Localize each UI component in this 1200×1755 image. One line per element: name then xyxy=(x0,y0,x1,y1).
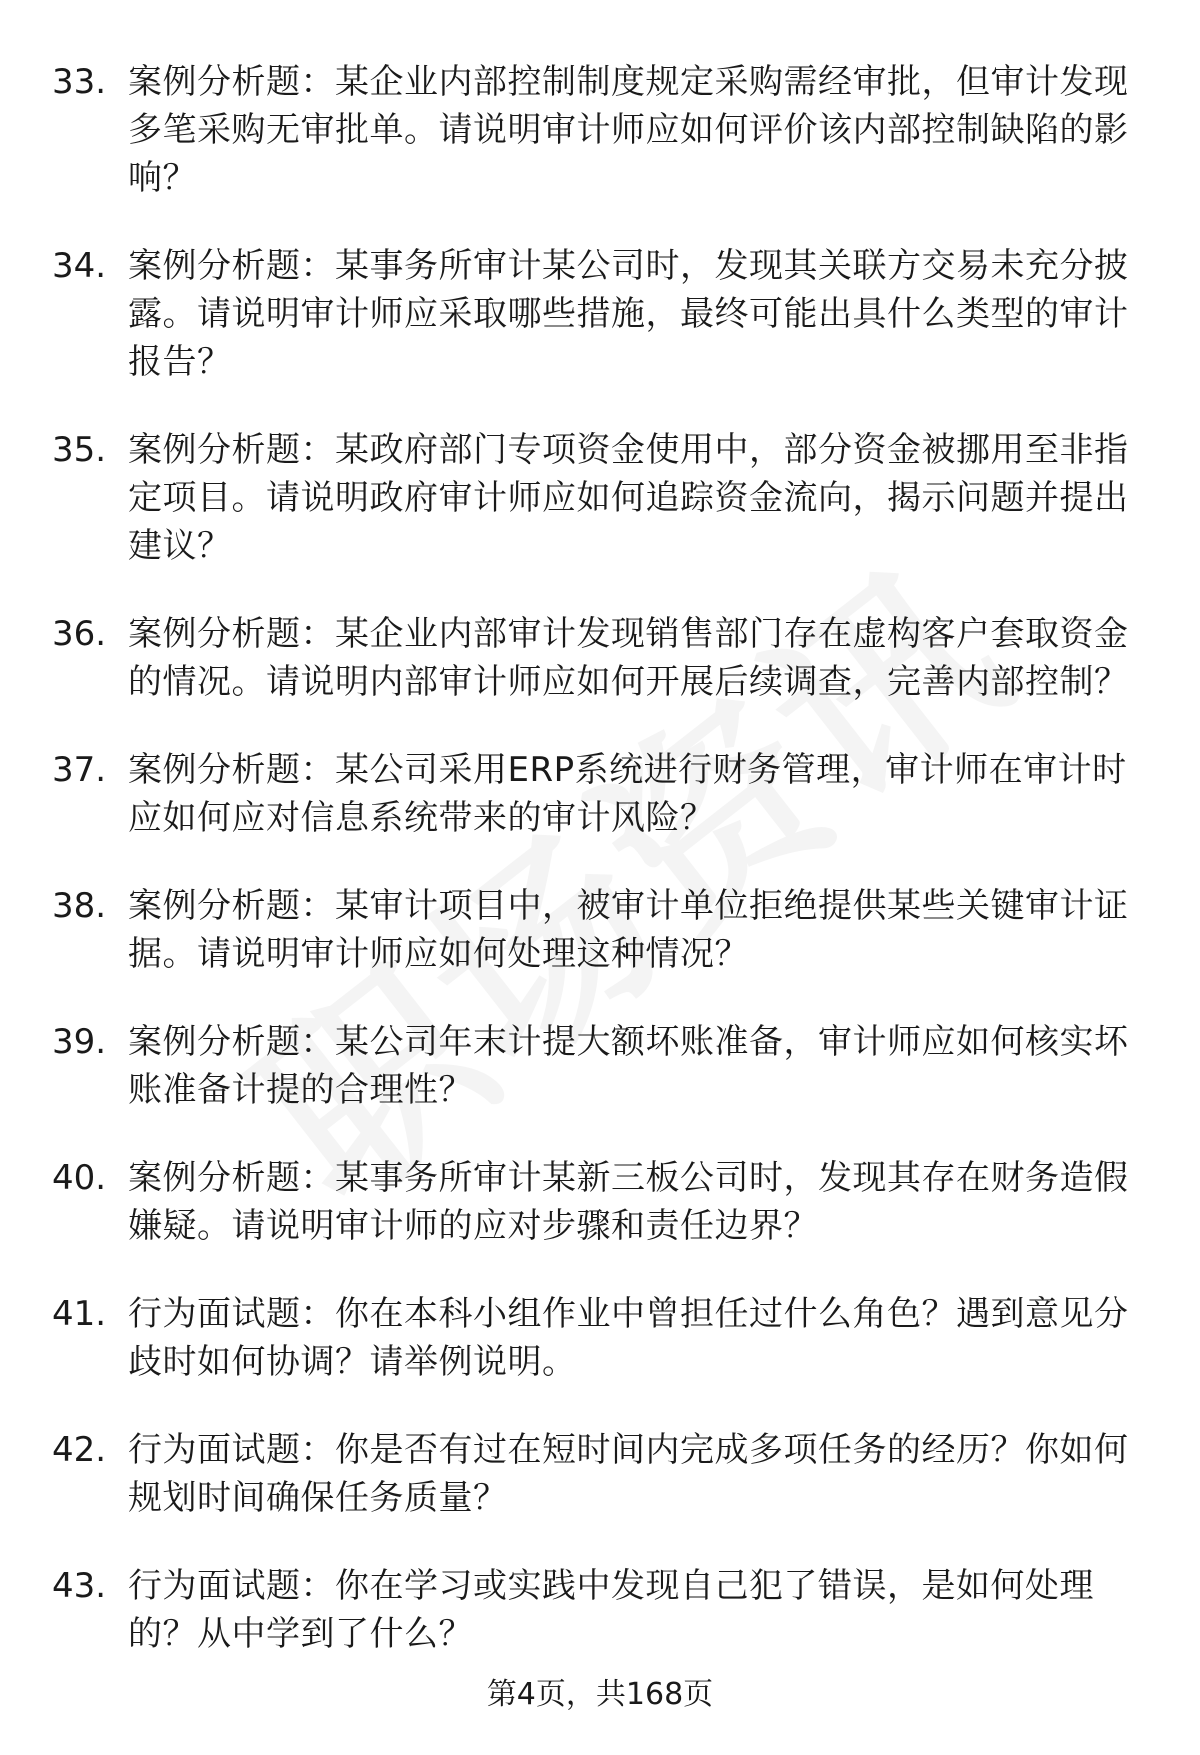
list-item xyxy=(52,1562,1148,1658)
list-item xyxy=(52,610,1148,706)
question-number: 41. xyxy=(52,1294,107,1334)
question-number: 43. xyxy=(52,1566,107,1606)
question-number: 33. xyxy=(52,62,107,102)
question-number: 40. xyxy=(52,1158,107,1198)
list-item xyxy=(52,242,1148,386)
page-indicator: 第4页，共168页 xyxy=(486,1677,714,1712)
question-text: 案例分析题：某事务所审计某新三板公司时，发现其存在财务造假嫌疑。请说明审计师的应对步骤和责任边界？ xyxy=(128,1158,1129,1246)
question-number: 35. xyxy=(52,430,107,470)
list-item xyxy=(52,1290,1148,1386)
question-number: 42. xyxy=(52,1430,107,1470)
list-item xyxy=(52,882,1148,978)
question-text: 案例分析题：某政府部门专项资金使用中，部分资金被挪用至非指定项目。请说明政府审计师应如何追踪资金流向，揭示问题并提出建议？ xyxy=(128,430,1129,566)
question-number: 38. xyxy=(52,886,107,926)
question-text: 案例分析题：某审计项目中，被审计单位拒绝提供某些关键审计证据。请说明审计师应如何处理这种情况？ xyxy=(128,886,1129,974)
question-number: 37. xyxy=(52,750,107,790)
list-item xyxy=(52,58,1148,202)
question-text: 案例分析题：某企业内部审计发现销售部门存在虚构客户套取资金的情况。请说明内部审计师应如何开展后续调查，完善内部控制？ xyxy=(128,614,1129,702)
question-text: 行为面试题：你在学习或实践中发现自己犯了错误，是如何处理的？从中学到了什么？ xyxy=(128,1566,1094,1654)
list-item xyxy=(52,746,1148,842)
question-text: 案例分析题：某公司年末计提大额坏账准备，审计师应如何核实坏账准备计提的合理性？ xyxy=(128,1022,1129,1110)
question-number: 34. xyxy=(52,246,107,286)
question-text: 行为面试题：你是否有过在短时间内完成多项任务的经历？你如何规划时间确保任务质量？ xyxy=(128,1430,1129,1518)
question-number: 39. xyxy=(52,1022,107,1062)
question-text: 案例分析题：某公司采用ERP系统进行财务管理，审计师在审计时应如何应对信息系统带来的审计风险？ xyxy=(128,750,1127,838)
question-list xyxy=(52,58,1148,1698)
list-item xyxy=(52,1426,1148,1522)
list-item xyxy=(52,1018,1148,1114)
question-number: 36. xyxy=(52,614,107,654)
list-item xyxy=(52,1154,1148,1250)
question-text: 案例分析题：某事务所审计某公司时，发现其关联方交易未充分披露。请说明审计师应采取哪些措施，最终可能出具什么类型的审计报告？ xyxy=(128,246,1129,382)
question-text: 行为面试题：你在本科小组作业中曾担任过什么角色？遇到意见分歧时如何协调？请举例说明。 xyxy=(128,1294,1129,1382)
list-item xyxy=(52,426,1148,570)
question-text: 案例分析题：某企业内部控制制度规定采购需经审批，但审计发现多笔采购无审批单。请说明审计师应如何评价该内部控制缺陷的影响？ xyxy=(128,62,1129,198)
